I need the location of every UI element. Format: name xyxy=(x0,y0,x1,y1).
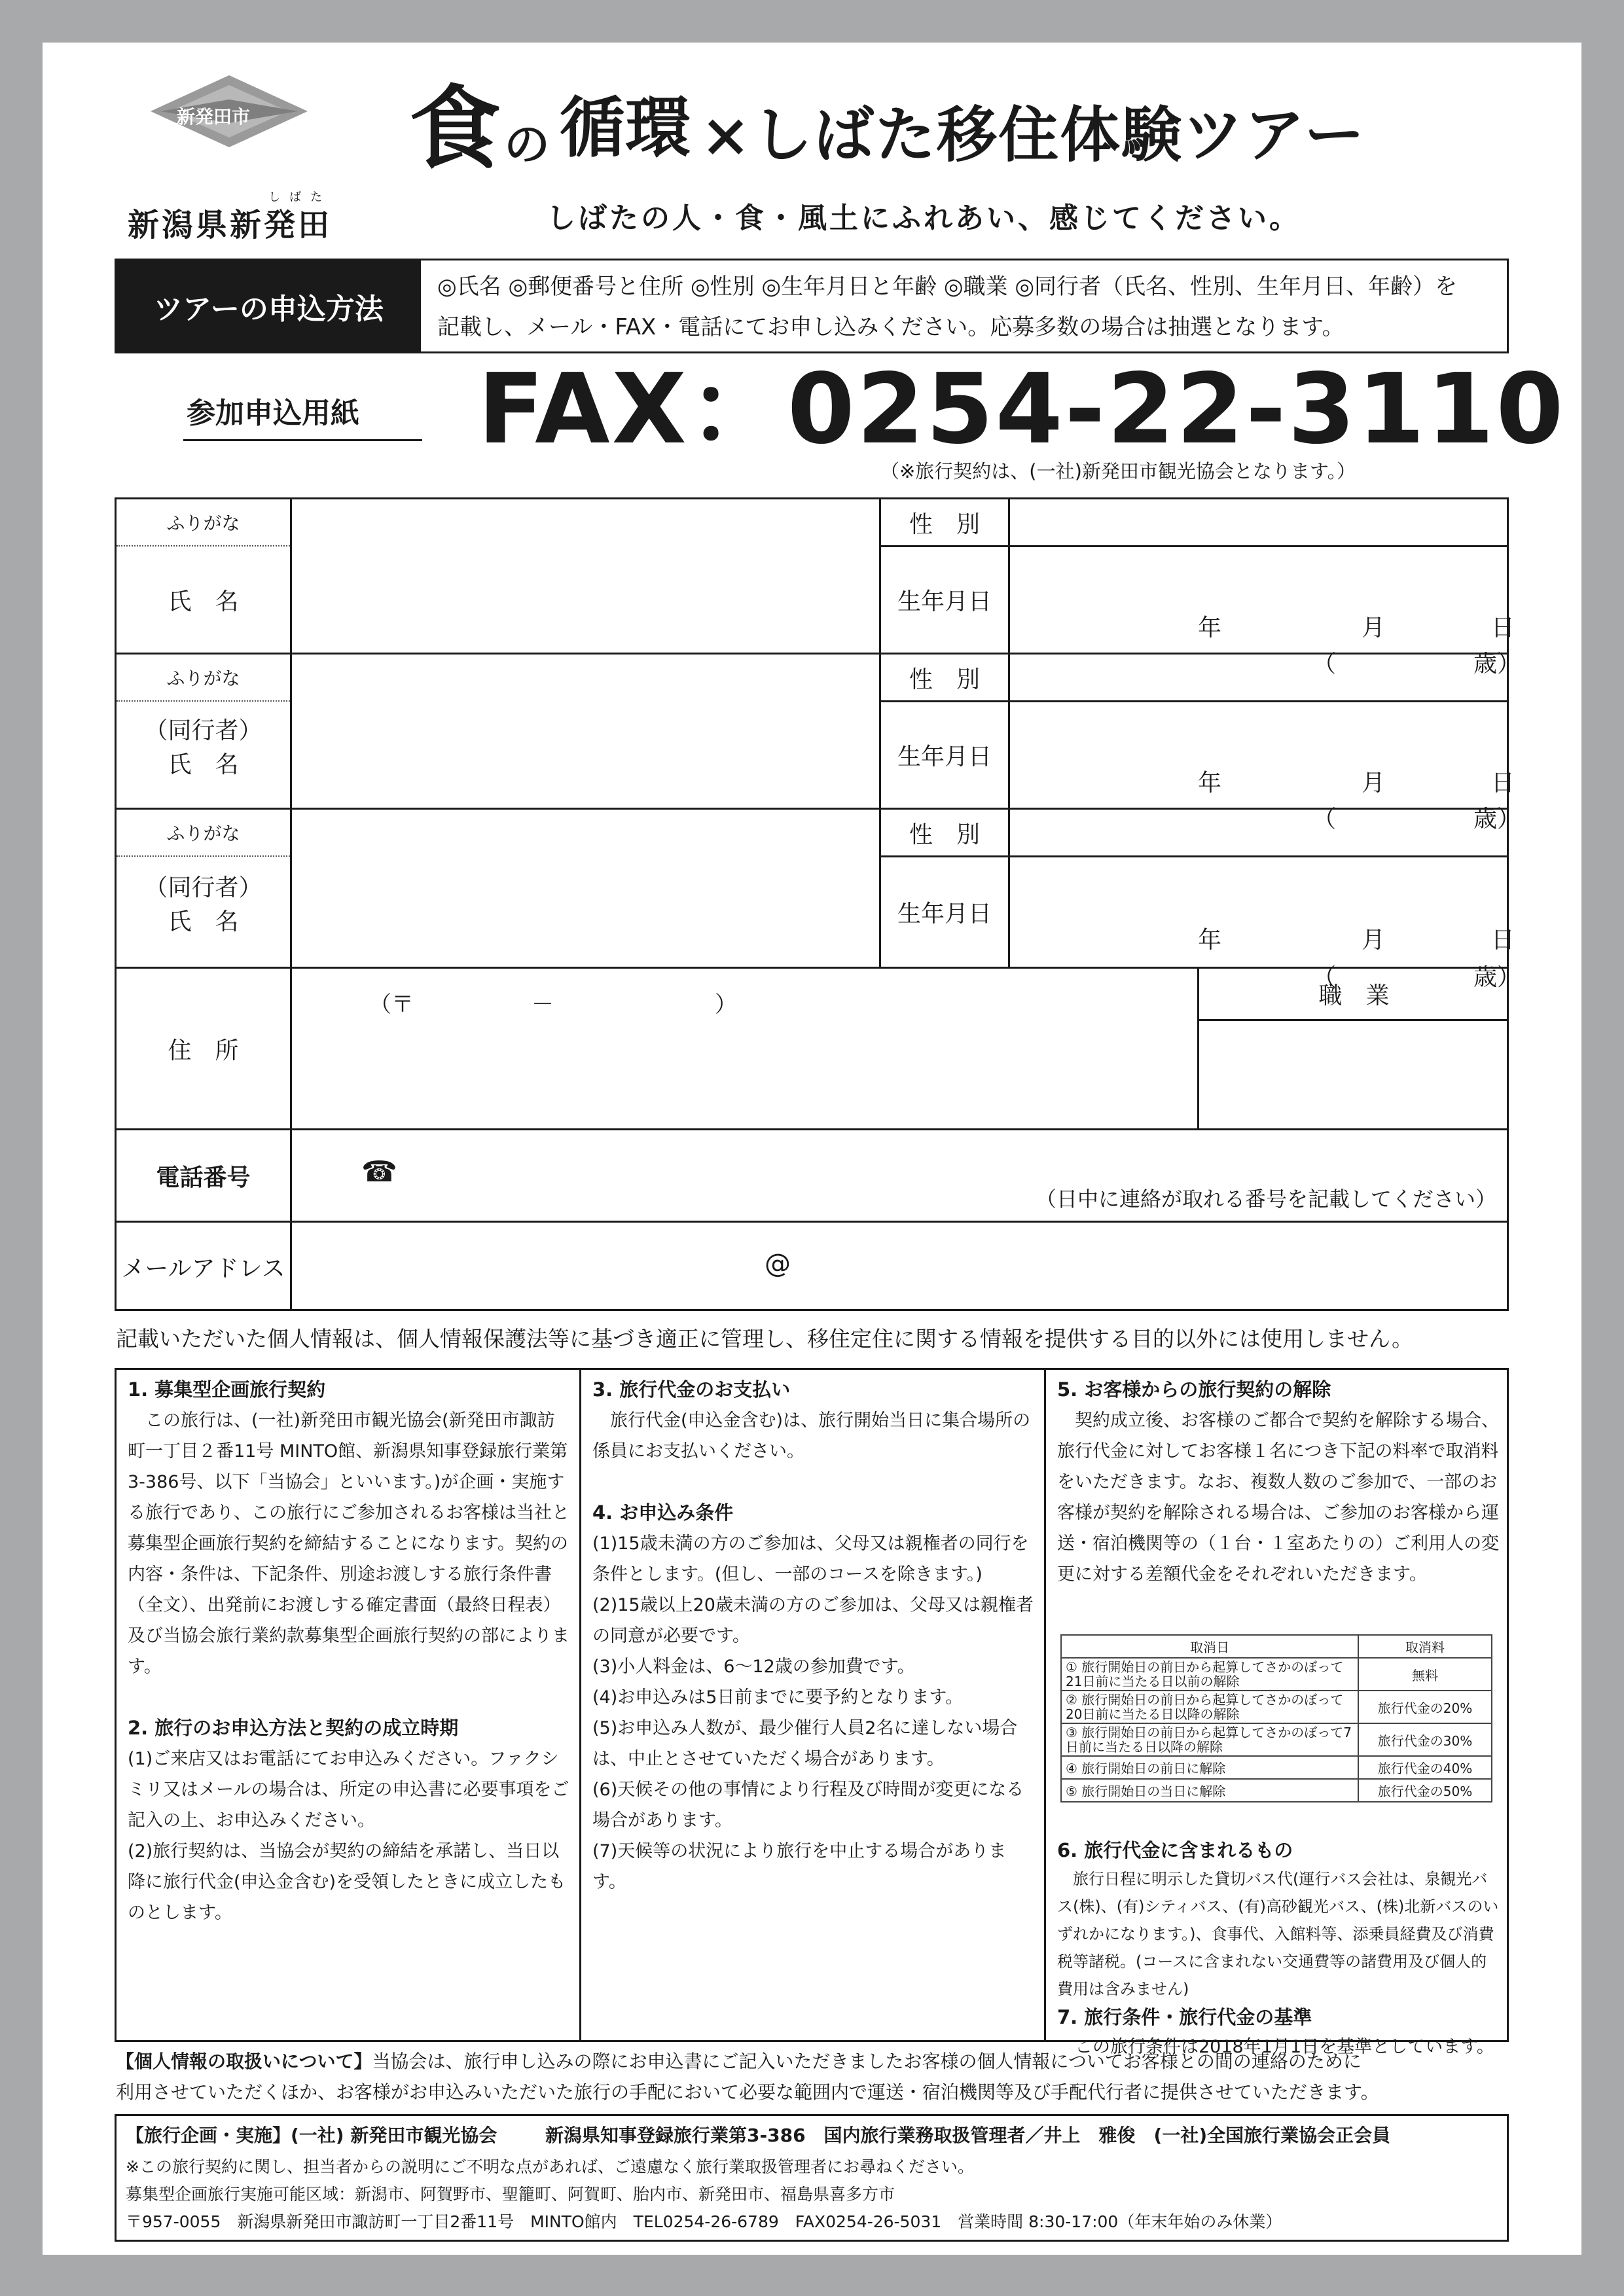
form-label: 参加申込用紙 xyxy=(187,397,359,430)
terms-s3-body: 旅行代金(申込金含む)は、旅行開始当日に集合場所の係員にお支払いください。 xyxy=(592,1410,1031,1462)
cancel-day: ④ 旅行開始日の前日に解除 xyxy=(1061,1756,1358,1779)
terms-divider xyxy=(1044,1368,1046,2042)
cancellation-fee-table xyxy=(1060,1634,1492,1803)
occupation-label: 職 業 xyxy=(1318,982,1390,1009)
terms-column-1 xyxy=(128,1374,569,1928)
subtitle: しばたの人・食・風土にふれあい、感じてください。 xyxy=(547,202,1301,235)
postal-close: ） xyxy=(715,992,737,1018)
gender-label: 性 別 xyxy=(909,511,980,538)
logo-text: 新発田市 xyxy=(177,106,251,128)
privacy-notice: 記載いただいた個人情報は、個人情報保護法等に基づき適正に管理し、移住定住に関する情報を提供する目的以外には使用しません。 xyxy=(116,1326,1413,1352)
terms-column-3-lower xyxy=(1057,1836,1499,2062)
footer-area: 募集型企画旅行実施可能区域：新潟市、阿賀野市、聖籠町、阿賀町、胎内市、新発田市、福島県喜多方市 xyxy=(126,2185,895,2204)
fax-note: （※旅行契約は、(一社)新発田市観光協会となります。） xyxy=(880,460,1356,482)
cancel-row xyxy=(1061,1691,1492,1723)
companion-label: （同行者） xyxy=(144,717,262,744)
terms-s4-item: (2)15歳以上20歳未満の方のご参加は、父母又は親権者の同意が必要です。 xyxy=(592,1595,1034,1646)
cancel-day: ⑤ 旅行開始日の当日に解除 xyxy=(1061,1779,1358,1802)
age-close: 歳） xyxy=(1473,806,1521,833)
month-label: 月 xyxy=(1362,615,1386,641)
postal-dash: － xyxy=(532,992,554,1018)
companion2-gender-input[interactable] xyxy=(1010,810,1509,855)
month-label: 月 xyxy=(1362,770,1386,797)
day-label: 日 xyxy=(1491,615,1515,641)
apply-method-line2: 記載し、メール・FAX・電話にてお申し込みください。応募多数の場合は抽選となります。 xyxy=(437,314,1344,340)
year-label: 年 xyxy=(1198,927,1222,954)
cancel-fee: 旅行代金の40% xyxy=(1358,1756,1492,1779)
email-label: メールアドレス xyxy=(121,1255,285,1282)
application-form-page xyxy=(43,43,1581,2255)
age-open: （ xyxy=(1312,964,1337,991)
cancel-fee: 旅行代金の30% xyxy=(1358,1723,1492,1756)
phone-input[interactable] xyxy=(292,1130,1509,1221)
form-label-underline xyxy=(183,439,422,441)
cancel-row xyxy=(1061,1756,1492,1779)
address-input[interactable] xyxy=(292,969,1197,1128)
cancel-fee: 旅行代金の50% xyxy=(1358,1779,1492,1802)
terms-s4-item: (5)お申込み人数が、最少催行人員2名に達しない場合は、中止とさせていただく場合があります。 xyxy=(592,1718,1018,1769)
terms-s3-title: 3. 旅行代金のお支払い xyxy=(592,1378,791,1401)
place-ruby: しばた xyxy=(268,190,331,204)
occupation-input[interactable] xyxy=(1199,1021,1509,1128)
title-tour: ×しばた移住体験ツアー xyxy=(700,99,1366,170)
year-label: 年 xyxy=(1198,615,1222,641)
terms-s4-item: (1)15歳未満の方のご参加は、父母又は親権者の同行を条件とします。(但し、一部のコースを除きます。) xyxy=(592,1534,1029,1585)
personal-info-label: 【個人情報の取扱いについて】 xyxy=(116,2051,372,2072)
companion2-name-input[interactable] xyxy=(292,857,879,967)
fax-number: FAX：0254-22-3110 xyxy=(478,353,1566,465)
cancel-day: ③ 旅行開始日の前日から起算してさかのぼって7日前に当たる日以降の解除 xyxy=(1061,1723,1358,1756)
birthdate-label: 生年月日 xyxy=(897,588,992,615)
terms-s5-title: 5. お客様からの旅行契約の解除 xyxy=(1057,1378,1331,1401)
phone-label: 電話番号 xyxy=(156,1164,251,1191)
title-no: の xyxy=(504,118,550,171)
email-input[interactable] xyxy=(292,1223,1509,1311)
furigana-separator xyxy=(117,545,290,547)
footer-license: 新潟県知事登録旅行業第3-386 国内旅行業務取扱管理者／井上 雅俊 (一社)全国旅行業協会正会員 xyxy=(545,2125,1391,2146)
terms-column-2 xyxy=(592,1374,1034,1897)
companion-name-label: 氏 名 xyxy=(168,908,239,935)
terms-s7-title: 7. 旅行条件・旅行代金の基準 xyxy=(1057,2006,1312,2028)
email-at: @ xyxy=(765,1249,791,1279)
place-name: 新潟県新発田 xyxy=(128,207,333,243)
name-label: 氏 名 xyxy=(168,588,239,615)
postal-open: （〒 xyxy=(369,992,414,1018)
companion-name-label: 氏 名 xyxy=(168,751,239,778)
cancel-head-day: 取消日 xyxy=(1061,1635,1358,1658)
name-input[interactable] xyxy=(292,547,879,653)
year-label: 年 xyxy=(1198,770,1222,797)
furigana-label: ふりがな xyxy=(166,823,240,844)
footer-org: 【旅行企画・実施】(一社) 新発田市観光協会 xyxy=(126,2125,497,2146)
companion2-furigana-input[interactable] xyxy=(292,810,879,855)
cancel-row xyxy=(1061,1658,1492,1691)
terms-s6-body: 旅行日程に明示した貸切バス代(運行バス会社は、泉観光バス(株)、(有)シティバス、(有)高砂観光バス、(株)北新バスのいずれかになります。)、食事代、入館料等、添乗員経費及び消費税等諸税。(コースに含まれない交通費等の諸費用及び個人的費用は含みません) xyxy=(1057,1870,1499,1998)
furigana-label: ふりがな xyxy=(166,668,240,689)
furigana-separator xyxy=(117,700,290,702)
apply-method-label: ツアーの申込方法 xyxy=(117,260,421,351)
title-char-food: 食 xyxy=(409,75,501,183)
companion1-gender-input[interactable] xyxy=(1010,655,1509,700)
companion1-name-input[interactable] xyxy=(292,702,879,808)
personal-info-line2: 利用させていただくほか、お客様がお申込みいただいた旅行の手配において必要な範囲内で運送・宿泊機関等及び手配代行者に提供させていただきます。 xyxy=(116,2081,1379,2103)
age-open: （ xyxy=(1312,651,1337,677)
terms-column-3 xyxy=(1057,1374,1499,1590)
terms-s6-title: 6. 旅行代金に含まれるもの xyxy=(1057,1839,1293,1861)
cancel-day: ① 旅行開始日の前日から起算してさかのぼって21日前に当たる日以前の解除 xyxy=(1061,1658,1358,1691)
companion1-furigana-input[interactable] xyxy=(292,655,879,700)
age-close: 歳） xyxy=(1473,964,1521,991)
terms-s4-item: (3)小人料金は、6～12歳の参加費です。 xyxy=(592,1657,915,1677)
furigana-input[interactable] xyxy=(292,499,879,545)
terms-divider xyxy=(579,1368,581,2042)
age-open: （ xyxy=(1312,806,1337,833)
terms-s1-body: この旅行は、(一社)新発田市観光協会(新発田市諏訪町一丁目２番11号 MINTO館、新潟県知事登録旅行業第3-386号、以下「当協会」といいます。)が企画・実施する旅行であり、この旅行にご参加されるお客様は当社と募集型企画旅行契約を締結することになります。契約の内容・条件は、下記条件、別途お渡しする旅行条件書（全文）、出発前にお渡しする確定書面（最終日程表）及び当協会旅行業約款募集型企画旅行契約の部によります。 xyxy=(128,1410,569,1677)
footer-note: ※この旅行契約に関し、担当者からの説明にご不明な点があれば、ご遠慮なく旅行業取扱管理者にお尋ねください。 xyxy=(126,2157,974,2176)
terms-s4-item: (4)お申込みは5日前までに要予約となります。 xyxy=(592,1687,964,1708)
gender-label: 性 別 xyxy=(909,666,980,693)
terms-s7-body: この旅行条件は2018年1月1日を基準としています。 xyxy=(1075,2037,1494,2057)
companion-label: （同行者） xyxy=(144,874,262,901)
title-junkan: 循環 xyxy=(560,89,691,166)
birthdate-label: 生年月日 xyxy=(897,744,992,770)
cancel-head-fee: 取消料 xyxy=(1358,1635,1492,1658)
day-label: 日 xyxy=(1491,770,1515,797)
apply-method-box xyxy=(115,259,1509,353)
terms-s5-body: 契約成立後、お客様のご都合で契約を解除する場合、旅行代金に対してお客様１名につき下記の料率で取消料をいただきます。なお、複数人数のご参加で、一部のお客様が契約を解除される場合は、ご参加のお客様から運送・宿泊機関等の（１台・１室あたりの）ご利用人の変更に対する差額代金をそれぞれいただきます。 xyxy=(1057,1410,1499,1585)
terms-s4-item: (7)天候等の状況により旅行を中止する場合があります。 xyxy=(592,1841,1007,1892)
cancel-row xyxy=(1061,1779,1492,1802)
day-label: 日 xyxy=(1491,927,1515,954)
footer-address: 〒957-0055 新潟県新発田市諏訪町一丁目2番11号 MINTO館内 TEL0254-26-6789 FAX0254-26-5031 営業時間 8:30-17:00（年末年始のみ休業） xyxy=(126,2212,1282,2231)
terms-s2-p2: (2)旅行契約は、当協会が契約の締結を承諾し、当日以降に旅行代金(申込金含む)を受領したときに成立したものとします。 xyxy=(128,1841,566,1923)
birthdate-label: 生年月日 xyxy=(897,901,992,927)
apply-method-line1: ◎氏名 ◎郵便番号と住所 ◎性別 ◎生年月日と年齢 ◎職業 ◎同行者（氏名、性別、生年月日、年齢）を xyxy=(437,274,1458,300)
cancel-row xyxy=(1061,1723,1492,1756)
terms-s2-title: 2. 旅行のお申込方法と契約の成立時期 xyxy=(128,1717,459,1739)
age-close: 歳） xyxy=(1473,651,1521,677)
cancel-fee: 無料 xyxy=(1358,1658,1492,1691)
address-label: 住 所 xyxy=(168,1037,239,1064)
furigana-label: ふりがな xyxy=(166,512,240,534)
terms-s2-p1: (1)ご来店又はお電話にてお申込みください。ファクシミリ又はメールの場合は、所定の申込書に必要事項をご記入の上、お申込みください。 xyxy=(128,1749,569,1831)
furigana-separator xyxy=(117,855,290,857)
terms-s4-item: (6)天候その他の事情により行程及び時間が変更になる場合があります。 xyxy=(592,1780,1024,1831)
cancel-fee: 旅行代金の20% xyxy=(1358,1691,1492,1723)
personal-info-text1: 当協会は、旅行申し込みの際にお申込書にご記入いただきましたお客様の個人情報についてお客様との間の連絡のために xyxy=(372,2051,1362,2072)
gender-input[interactable] xyxy=(1010,499,1509,545)
cancel-day: ② 旅行開始日の前日から起算してさかのぼって20日前に当たる日以降の解除 xyxy=(1061,1691,1358,1723)
gender-label: 性 別 xyxy=(909,821,980,848)
birthdate-input[interactable] xyxy=(1010,547,1521,677)
companion2-birthdate-input[interactable] xyxy=(1010,857,1521,991)
personal-info-line1 xyxy=(116,2047,1362,2073)
companion1-birthdate-input[interactable] xyxy=(1010,702,1521,833)
phone-icon: ☎ xyxy=(361,1155,397,1189)
footer-box xyxy=(115,2114,1509,2242)
month-label: 月 xyxy=(1362,927,1386,954)
phone-note: （日中に連絡が取れる番号を記載してください） xyxy=(1036,1187,1497,1211)
terms-s4-title: 4. お申込み条件 xyxy=(592,1501,734,1524)
terms-s1-title: 1. 募集型企画旅行契約 xyxy=(128,1378,326,1401)
